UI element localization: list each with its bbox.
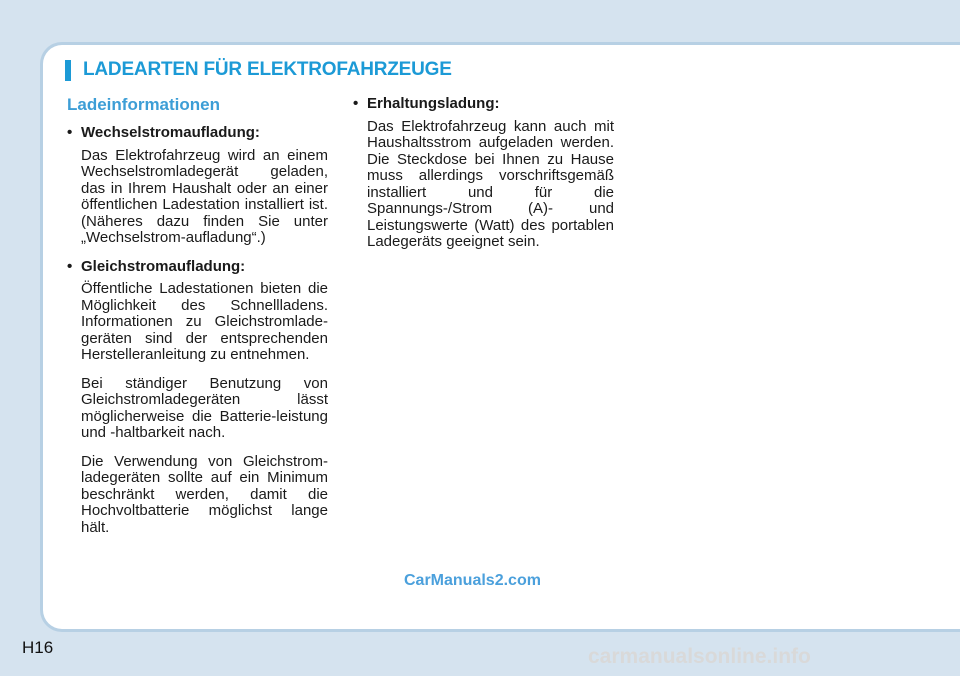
paragraph-dc-charging-1: Öffentliche Ladestationen bieten die Möglichkeit des Schnellladens. Informationen zu Gleichstromlade-geräten sind der entsprechenden Herstelleranleitung zu entnehmen. [81,280,328,363]
bullet-trickle-charging: • Erhaltungsladung: [353,96,614,113]
paragraph-dc-charging-2: Bei ständiger Benutzung von Gleichstromladegeräten lässt möglicherweise die Batterie-leistung und -haltbarkeit nach. [81,374,328,441]
paragraph-ac-charging: Das Elektrofahrzeug wird an einem Wechselstromladegerät geladen, das in Ihrem Haushalt oder an einer öffentlichen Ladestation installiert ist. (Näheres dazu finden Sie unter „Wechselstrom-aufladung“.) [81,146,328,246]
watermark-link[interactable]: CarManuals2.com [404,572,541,589]
footer-watermark: carmanualsonline.info [588,645,811,668]
bullet-ac-charging: • Wechselstromaufladung: [67,125,328,142]
paragraph-trickle-charging: Das Elektrofahrzeug kann auch mit Haushaltsstrom aufgeladen werden. Die Steckdose bei Ihnen zu Hause muss allerdings vorschriftsgemäß installiert und für die Spannungs-/Strom (A)- und Leistungswerte (Watt) des portablen Ladegeräts geeignet sein. [367,117,614,250]
page-heading: LADEARTEN FÜR ELEKTROFAHRZEUGE [83,59,452,80]
page-number: H16 [22,638,54,657]
right-column [353,96,614,263]
bullet-dc-charging: • Gleichstromaufladung: [67,259,328,276]
content-panel [40,42,960,632]
section-title: Ladeinformationen [67,95,221,114]
header-accent-bar [65,60,71,81]
left-column [67,95,328,548]
paragraph-dc-charging-3: Die Verwendung von Gleichstrom-ladegeräten sollte auf ein Minimum beschränkt werden, damit die Hochvoltbatterie möglichst lange hält. [81,452,328,536]
